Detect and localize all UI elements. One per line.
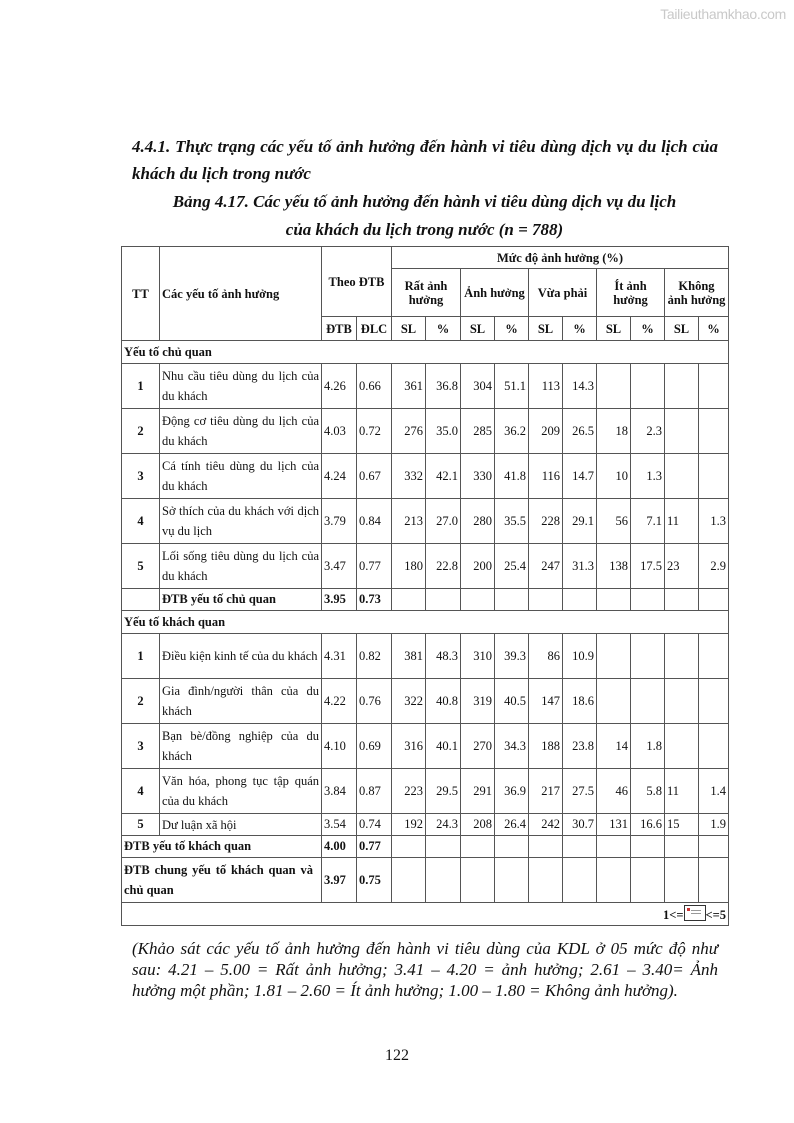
table-row xyxy=(122,679,729,724)
row-sl: 116 xyxy=(529,454,563,499)
row-pct: 24.3 xyxy=(426,814,461,836)
row-pct xyxy=(699,724,729,769)
empty-cell xyxy=(529,858,563,903)
row-pct xyxy=(699,634,729,679)
overall-average-row xyxy=(122,858,729,903)
header-level-rat-anh-huong: Rất ảnh hưởng xyxy=(392,269,461,317)
header-tt: TT xyxy=(122,247,160,341)
row-sl: 291 xyxy=(461,769,495,814)
row-sl xyxy=(597,364,631,409)
group-label: Yếu tố khách quan xyxy=(122,611,729,634)
page-number: 122 xyxy=(385,1047,409,1064)
row-pct: 14.3 xyxy=(563,364,597,409)
row-pct xyxy=(631,364,665,409)
row-pct: 27.0 xyxy=(426,499,461,544)
row-pct: 29.1 xyxy=(563,499,597,544)
row-pct: 16.6 xyxy=(631,814,665,836)
row-pct: 35.5 xyxy=(495,499,529,544)
header-dtb: ĐTB xyxy=(322,317,357,341)
legend-row xyxy=(122,903,729,926)
row-pct: 40.1 xyxy=(426,724,461,769)
row-sl: 304 xyxy=(461,364,495,409)
row-sl: 180 xyxy=(392,544,426,589)
empty-cell xyxy=(392,836,426,858)
row-pct: 23.8 xyxy=(563,724,597,769)
row-sl: 280 xyxy=(461,499,495,544)
avg-dtb: 4.00 xyxy=(322,836,357,858)
row-dlc: 0.69 xyxy=(357,724,392,769)
table-row xyxy=(122,769,729,814)
empty-cell xyxy=(563,858,597,903)
row-sl: 330 xyxy=(461,454,495,499)
group-label: Yếu tố chủ quan xyxy=(122,341,729,364)
row-sl: 310 xyxy=(461,634,495,679)
row-dtb: 3.54 xyxy=(322,814,357,836)
row-pct xyxy=(699,679,729,724)
group-header-row xyxy=(122,341,729,364)
row-pct: 36.9 xyxy=(495,769,529,814)
row-sl: 247 xyxy=(529,544,563,589)
row-sl xyxy=(665,634,699,679)
row-sl: 213 xyxy=(392,499,426,544)
row-dtb: 4.03 xyxy=(322,409,357,454)
row-tt: 2 xyxy=(122,409,160,454)
row-dtb: 4.10 xyxy=(322,724,357,769)
row-dlc: 0.87 xyxy=(357,769,392,814)
row-pct: 42.1 xyxy=(426,454,461,499)
header-sl: SL xyxy=(461,317,495,341)
empty-cell xyxy=(495,589,529,611)
empty-cell xyxy=(597,589,631,611)
row-pct: 25.4 xyxy=(495,544,529,589)
row-sl xyxy=(665,679,699,724)
empty-cell xyxy=(529,836,563,858)
empty-cell xyxy=(631,589,665,611)
row-sl: 23 xyxy=(665,544,699,589)
group-average-row xyxy=(122,589,729,611)
empty-cell xyxy=(699,589,729,611)
row-pct xyxy=(631,679,665,724)
row-pct: 22.8 xyxy=(426,544,461,589)
empty-cell xyxy=(563,836,597,858)
table-row xyxy=(122,634,729,679)
row-pct: 30.7 xyxy=(563,814,597,836)
header-pct: % xyxy=(495,317,529,341)
row-sl: 11 xyxy=(665,769,699,814)
row-sl: 46 xyxy=(597,769,631,814)
row-factor: Lối sống tiêu dùng du lịch của du khách xyxy=(160,544,322,589)
avg-tt-empty xyxy=(122,589,160,611)
row-pct: 1.3 xyxy=(699,499,729,544)
embedded-object-icon xyxy=(684,905,706,921)
row-sl: 14 xyxy=(597,724,631,769)
empty-cell xyxy=(461,858,495,903)
row-dlc: 0.72 xyxy=(357,409,392,454)
table-body xyxy=(122,341,729,926)
row-tt: 4 xyxy=(122,499,160,544)
header-sl: SL xyxy=(529,317,563,341)
row-pct xyxy=(631,634,665,679)
row-dlc: 0.84 xyxy=(357,499,392,544)
table-row xyxy=(122,544,729,589)
row-sl xyxy=(665,409,699,454)
row-sl: 322 xyxy=(392,679,426,724)
row-dtb: 4.26 xyxy=(322,364,357,409)
row-factor: Cá tính tiêu dùng du lịch của du khách xyxy=(160,454,322,499)
table-row xyxy=(122,814,729,836)
row-factor: Điều kiện kinh tế của du khách xyxy=(160,634,322,679)
empty-cell xyxy=(461,836,495,858)
row-factor: Sở thích của du khách với dịch vụ du lịch xyxy=(160,499,322,544)
row-dlc: 0.82 xyxy=(357,634,392,679)
empty-cell xyxy=(665,858,699,903)
row-dtb: 4.24 xyxy=(322,454,357,499)
empty-cell xyxy=(665,836,699,858)
empty-cell xyxy=(563,589,597,611)
row-pct: 2.9 xyxy=(699,544,729,589)
scale-note: (Khảo sát các yếu tố ảnh hưởng đến hành vi tiêu dùng của KDL ở 05 mức độ như sau: 4.21 – 5.00 = Rất ảnh hưởng; 3.41 – 4.20 = ảnh hưởng; 2.61 – 3.40= Ảnh hưởng một phần; 1.81 – 2.60 = Ít ảnh hưởng; 1.00 – 1.80 = Không ảnh hưởng). xyxy=(132,939,718,1000)
overall-dtb: 3.97 xyxy=(322,858,357,903)
watermark: Tailieuthamkhao.com xyxy=(660,6,786,22)
empty-cell xyxy=(665,589,699,611)
header-muc-do: Mức độ ảnh hưởng (%) xyxy=(392,247,729,269)
row-pct: 1.3 xyxy=(631,454,665,499)
row-factor: Bạn bè/đồng nghiệp của du khách xyxy=(160,724,322,769)
row-sl: 15 xyxy=(665,814,699,836)
group-header-row xyxy=(122,611,729,634)
avg-label: ĐTB yếu tố chủ quan xyxy=(160,589,322,611)
empty-cell xyxy=(597,858,631,903)
row-dtb: 3.47 xyxy=(322,544,357,589)
row-sl: 316 xyxy=(392,724,426,769)
row-sl: 381 xyxy=(392,634,426,679)
empty-cell xyxy=(631,858,665,903)
row-sl: 86 xyxy=(529,634,563,679)
row-factor: Văn hóa, phong tục tập quán của du khách xyxy=(160,769,322,814)
row-sl: 361 xyxy=(392,364,426,409)
group-average-row xyxy=(122,836,729,858)
row-pct: 48.3 xyxy=(426,634,461,679)
row-pct xyxy=(699,364,729,409)
row-tt: 1 xyxy=(122,634,160,679)
empty-cell xyxy=(426,836,461,858)
overall-label: ĐTB chung yếu tố khách quan và chủ quan xyxy=(122,858,322,903)
table-row xyxy=(122,724,729,769)
factors-table xyxy=(121,246,729,926)
row-pct: 39.3 xyxy=(495,634,529,679)
row-sl: 242 xyxy=(529,814,563,836)
row-pct: 41.8 xyxy=(495,454,529,499)
row-pct: 36.2 xyxy=(495,409,529,454)
row-factor: Động cơ tiêu dùng du lịch của du khách xyxy=(160,409,322,454)
header-sl: SL xyxy=(392,317,426,341)
row-tt: 3 xyxy=(122,724,160,769)
row-dlc: 0.74 xyxy=(357,814,392,836)
avg-dtb: 3.95 xyxy=(322,589,357,611)
row-sl: 56 xyxy=(597,499,631,544)
row-sl: 209 xyxy=(529,409,563,454)
row-tt: 4 xyxy=(122,769,160,814)
table-caption-line-2: của khách du lịch trong nước (n = 788) xyxy=(285,220,564,239)
row-dlc: 0.76 xyxy=(357,679,392,724)
header-pct: % xyxy=(699,317,729,341)
avg-dlc: 0.73 xyxy=(357,589,392,611)
row-sl: 208 xyxy=(461,814,495,836)
section-title: 4.4.1. Thực trạng các yếu tố ảnh hưởng đến hành vi tiêu dùng dịch vụ du lịch của khách du lịch trong nước xyxy=(132,137,718,183)
table-row xyxy=(122,499,729,544)
header-theo-dtb: Theo ĐTB xyxy=(322,247,392,317)
row-sl: 11 xyxy=(665,499,699,544)
row-sl xyxy=(665,364,699,409)
row-sl: 319 xyxy=(461,679,495,724)
row-sl: 113 xyxy=(529,364,563,409)
header-level-anh-huong: Ảnh hưởng xyxy=(461,269,529,317)
empty-cell xyxy=(392,589,426,611)
empty-cell xyxy=(529,589,563,611)
row-tt: 5 xyxy=(122,544,160,589)
header-pct: % xyxy=(426,317,461,341)
row-pct xyxy=(699,454,729,499)
row-pct: 10.9 xyxy=(563,634,597,679)
row-pct: 35.0 xyxy=(426,409,461,454)
row-dlc: 0.77 xyxy=(357,544,392,589)
row-sl: 270 xyxy=(461,724,495,769)
row-dlc: 0.67 xyxy=(357,454,392,499)
row-sl: 188 xyxy=(529,724,563,769)
row-sl: 228 xyxy=(529,499,563,544)
empty-cell xyxy=(699,836,729,858)
row-pct xyxy=(699,409,729,454)
row-pct: 26.5 xyxy=(563,409,597,454)
legend-left: 1<= xyxy=(663,908,684,922)
header-pct: % xyxy=(631,317,665,341)
row-sl: 285 xyxy=(461,409,495,454)
empty-cell xyxy=(426,589,461,611)
table-caption-line-1: Bảng 4.17. Các yếu tố ảnh hưởng đến hành vi tiêu dùng dịch vụ du lịch xyxy=(172,192,677,211)
row-pct: 14.7 xyxy=(563,454,597,499)
row-sl: 131 xyxy=(597,814,631,836)
row-tt: 3 xyxy=(122,454,160,499)
row-dlc: 0.66 xyxy=(357,364,392,409)
row-pct: 5.8 xyxy=(631,769,665,814)
header-level-khong-anh-huong: Không ảnh hưởng xyxy=(665,269,729,317)
row-tt: 1 xyxy=(122,364,160,409)
empty-cell xyxy=(631,836,665,858)
empty-cell xyxy=(392,858,426,903)
row-sl xyxy=(665,724,699,769)
row-sl: 332 xyxy=(392,454,426,499)
table-row xyxy=(122,364,729,409)
header-factor: Các yếu tố ảnh hưởng xyxy=(160,247,322,341)
header-level-it-anh-huong: Ít ảnh hưởng xyxy=(597,269,665,317)
row-sl: 276 xyxy=(392,409,426,454)
table-row xyxy=(122,409,729,454)
header-level-vua-phai: Vừa phải xyxy=(529,269,597,317)
row-pct: 51.1 xyxy=(495,364,529,409)
table-caption xyxy=(121,188,728,244)
table-row xyxy=(122,454,729,499)
row-sl: 10 xyxy=(597,454,631,499)
row-pct: 40.5 xyxy=(495,679,529,724)
empty-cell xyxy=(699,858,729,903)
empty-cell xyxy=(426,858,461,903)
overall-dlc: 0.75 xyxy=(357,858,392,903)
legend-cell xyxy=(122,903,729,926)
row-sl: 223 xyxy=(392,769,426,814)
avg-label: ĐTB yếu tố khách quan xyxy=(122,836,322,858)
row-pct: 17.5 xyxy=(631,544,665,589)
legend-right: <=5 xyxy=(705,908,726,922)
row-dtb: 4.22 xyxy=(322,679,357,724)
empty-cell xyxy=(495,836,529,858)
row-sl: 217 xyxy=(529,769,563,814)
row-pct: 29.5 xyxy=(426,769,461,814)
row-sl: 18 xyxy=(597,409,631,454)
row-dtb: 3.79 xyxy=(322,499,357,544)
row-factor: Gia đình/người thân của du khách xyxy=(160,679,322,724)
empty-cell xyxy=(461,589,495,611)
row-pct: 40.8 xyxy=(426,679,461,724)
row-pct: 7.1 xyxy=(631,499,665,544)
row-sl: 192 xyxy=(392,814,426,836)
row-factor: Nhu cầu tiêu dùng du lịch của du khách xyxy=(160,364,322,409)
row-sl xyxy=(597,679,631,724)
header-dlc: ĐLC xyxy=(357,317,392,341)
row-sl xyxy=(597,634,631,679)
row-dtb: 4.31 xyxy=(322,634,357,679)
row-pct: 31.3 xyxy=(563,544,597,589)
row-sl: 147 xyxy=(529,679,563,724)
row-pct: 1.4 xyxy=(699,769,729,814)
row-pct: 1.9 xyxy=(699,814,729,836)
row-pct: 36.8 xyxy=(426,364,461,409)
empty-cell xyxy=(495,858,529,903)
avg-dlc: 0.77 xyxy=(357,836,392,858)
row-sl: 138 xyxy=(597,544,631,589)
row-sl: 200 xyxy=(461,544,495,589)
empty-cell xyxy=(597,836,631,858)
row-sl xyxy=(665,454,699,499)
row-tt: 2 xyxy=(122,679,160,724)
row-dtb: 3.84 xyxy=(322,769,357,814)
header-pct: % xyxy=(563,317,597,341)
row-pct: 27.5 xyxy=(563,769,597,814)
header-sl: SL xyxy=(665,317,699,341)
row-pct: 18.6 xyxy=(563,679,597,724)
header-sl: SL xyxy=(597,317,631,341)
row-pct: 34.3 xyxy=(495,724,529,769)
row-pct: 2.3 xyxy=(631,409,665,454)
row-pct: 1.8 xyxy=(631,724,665,769)
row-tt: 5 xyxy=(122,814,160,836)
row-pct: 26.4 xyxy=(495,814,529,836)
row-factor: Dư luận xã hội xyxy=(160,814,322,836)
